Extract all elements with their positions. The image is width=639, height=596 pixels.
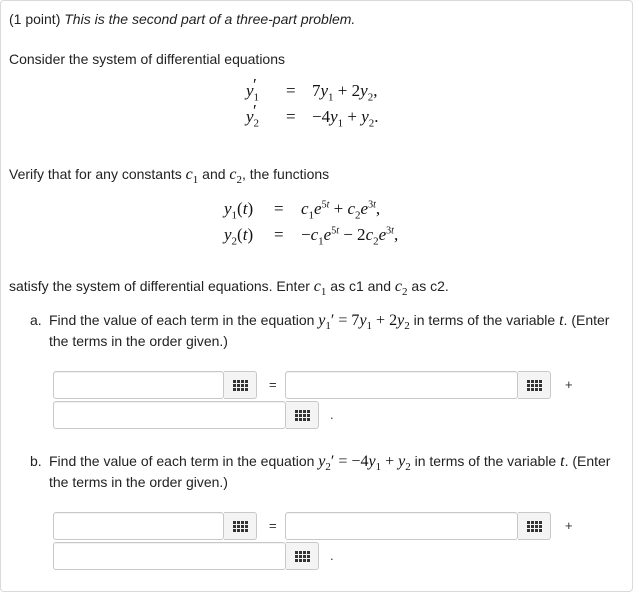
system-equation-1: $y_1'$ = $7y_1 + 2y_2$,	[246, 75, 378, 104]
part-b-rhs2-editor-button[interactable]	[286, 542, 319, 570]
part-a-question-line2: the terms in the order given.)	[49, 333, 228, 349]
part-a-rhs2-input-box[interactable]	[53, 401, 286, 429]
solution-y1: $y_1(t)$ = $c_1e^{5t} + c_2e^{3t}$,	[224, 199, 381, 222]
part-a-period: .	[330, 407, 334, 422]
grid-icon	[233, 521, 248, 532]
satisfy-text: satisfy the system of differential equations. Enter $c_1$ as c1 and $c_2$ as c2.	[9, 278, 449, 299]
part-b-period: .	[330, 548, 334, 563]
part-b-rhs1-editor-button[interactable]	[518, 512, 551, 540]
part-b-rhs2-input[interactable]	[54, 543, 285, 569]
part-a-rhs1-editor-button[interactable]	[518, 371, 551, 399]
part-a-rhs2-input[interactable]	[54, 402, 285, 428]
part-b-equals-sign: =	[269, 518, 277, 533]
grid-icon	[527, 521, 542, 532]
grid-icon	[233, 380, 248, 391]
verify-text: Verify that for any constants $c_1$ and $c_2$, the functions	[9, 166, 330, 187]
part-b-question: Find the value of each term in the equation $y_2' = -4y_1 + y_2$ in terms of the variable t. (Enter	[49, 453, 611, 474]
part-a-equals-sign: =	[269, 377, 277, 392]
grid-icon	[295, 410, 310, 421]
part-a-lhs-input-box[interactable]	[53, 371, 224, 399]
problem-header	[9, 11, 355, 27]
part-a-lhs-editor-button[interactable]	[224, 371, 257, 399]
part-b-question-line2: the terms in the order given.)	[49, 474, 228, 490]
part-a-rhs1-input-box[interactable]	[285, 371, 518, 399]
grid-icon	[295, 551, 310, 562]
prompt-text: Consider the system of differential equations	[9, 51, 286, 67]
system-equation-2: $y_2'$ = $-4y_1 + y_2$.	[246, 101, 379, 130]
part-b-rhs1-input[interactable]	[286, 513, 517, 539]
part-a-question: Find the value of each term in the equation $y_1' = 7y_1 + 2y_2$ in terms of the variable t. (Enter	[49, 312, 610, 333]
part-b-lhs-editor-button[interactable]	[224, 512, 257, 540]
part-a-marker: a.	[30, 312, 42, 328]
part-b-lhs-input[interactable]	[54, 513, 223, 539]
part-b-lhs-input-box[interactable]	[53, 512, 224, 540]
part-b-rhs1-input-box[interactable]	[285, 512, 518, 540]
intro-text: This is the second part of a three-part problem.	[64, 11, 356, 27]
part-a-rhs1-input[interactable]	[286, 372, 517, 398]
part-a-lhs-input[interactable]	[54, 372, 223, 398]
grid-icon	[527, 380, 542, 391]
part-b-marker: b.	[30, 453, 42, 469]
solution-y2: $y_2(t)$ = $-c_1e^{5t} - 2c_2e^{3t}$,	[224, 225, 399, 248]
part-a-plus-sign: +	[565, 377, 573, 392]
part-b-rhs2-input-box[interactable]	[53, 542, 286, 570]
part-b-plus-sign: +	[565, 518, 573, 533]
part-a-rhs2-editor-button[interactable]	[286, 401, 319, 429]
points-label: (1 point)	[9, 11, 61, 27]
